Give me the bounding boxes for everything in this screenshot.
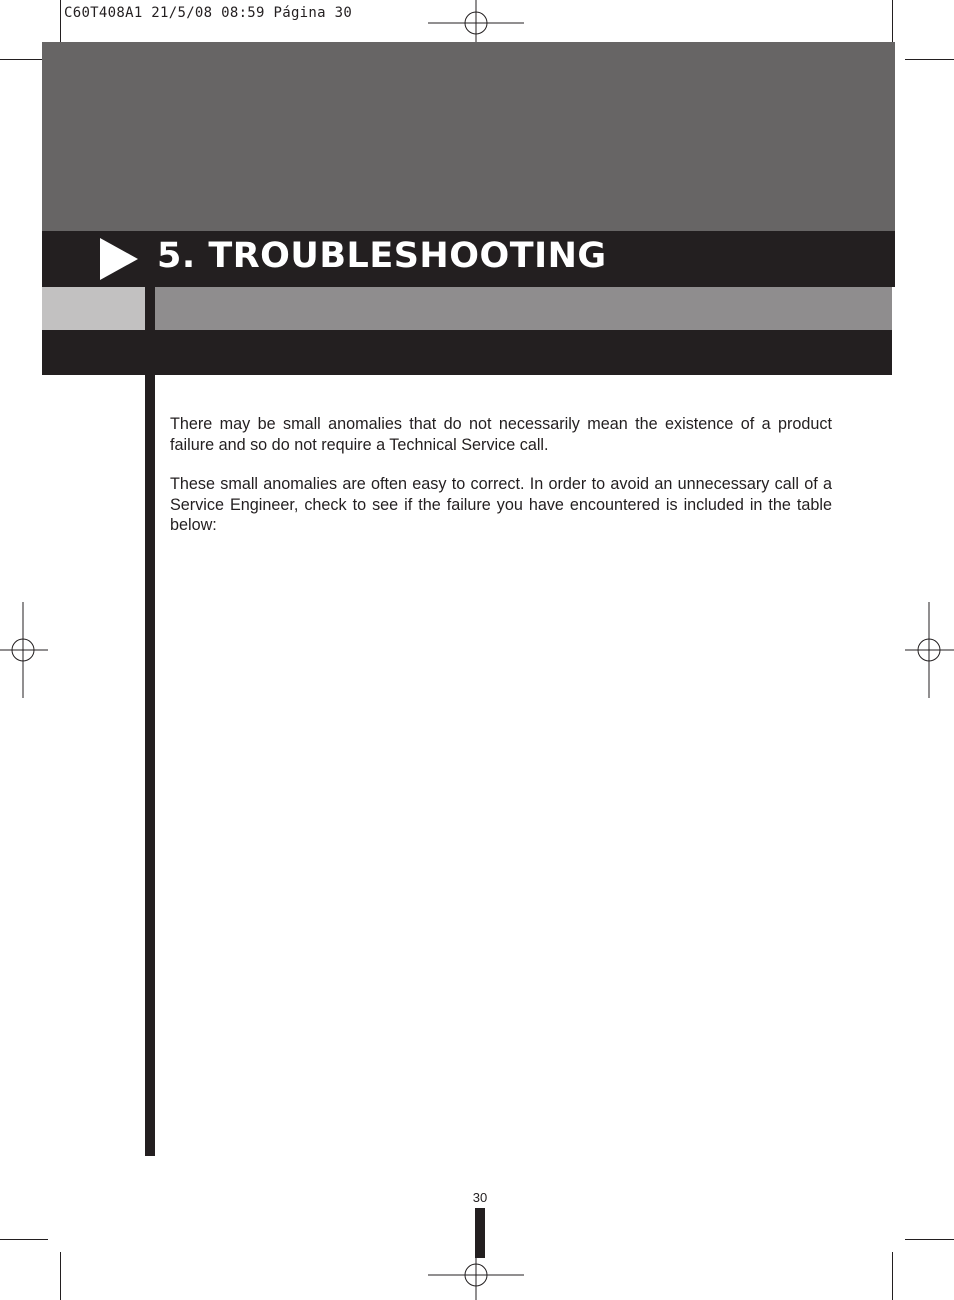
intro-paragraph-2: These small anomalies are often easy to correct. In order to avoid an unnecessary call of a Service Engineer, check to see if the failure you have encountered is included in the table below: [170,475,832,534]
intro-paragraph-1: There may be small anomalies that do not necessarily mean the existence of a product failure and so do not require a Technical Service call. [170,415,832,454]
registration-mark-left [0,602,48,698]
crop-mark-top-right-v [892,0,893,46]
header-light-block [42,287,145,330]
crop-mark-top-right-h [905,59,954,60]
crop-mark-bottom-right-v [892,1252,893,1300]
page-number: 30 [472,1190,488,1205]
print-slug-line: C60T408A1 21/5/08 08:59 Página 30 [64,5,353,21]
registration-mark-top [428,0,524,48]
crop-mark-top-left-h [0,59,48,60]
left-vertical-rule [145,287,155,1156]
crop-mark-bottom-left-v [60,1252,61,1300]
registration-mark-right [905,602,954,698]
section-title: 5. TROUBLESHOOTING [157,236,607,276]
crop-mark-top-left-v [60,0,61,46]
header-mid-block [155,287,892,330]
crop-mark-bottom-left-h [0,1239,48,1240]
header-gray-panel [42,42,895,231]
header-dark-band [42,330,892,375]
registration-mark-bottom [428,1252,524,1300]
crop-mark-bottom-right-h [905,1239,954,1240]
page-number-bar [475,1208,485,1258]
play-arrow-icon [100,238,138,280]
